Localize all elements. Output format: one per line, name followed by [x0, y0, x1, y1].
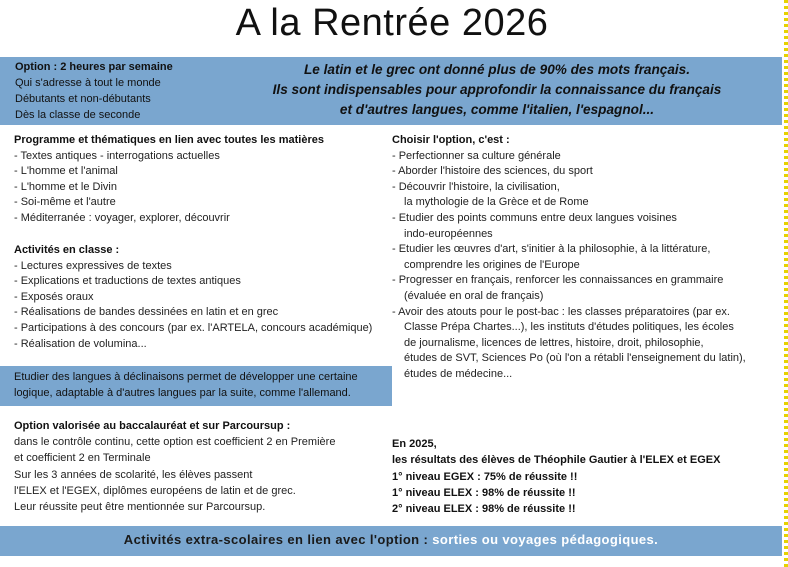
activites-item: - Réalisations de bandes dessinées en latin et en grec — [14, 306, 279, 319]
activites-item: - Exposés oraux — [14, 290, 94, 303]
results-line: 2° niveau ELEX : 98% de réussite !! — [392, 503, 576, 516]
page-title: A la Rentrée 2026 — [235, 2, 549, 44]
activites-item: - Réalisation de volumina... — [14, 337, 147, 350]
choisir-heading: Choisir l'option, c'est : — [392, 134, 510, 146]
activites-heading: Activités en classe : — [14, 244, 120, 256]
declinaisons-line: Etudier des langues à déclinaisons permet de développer une certaine — [14, 371, 358, 383]
slogan-line: Ils sont indispensables pour approfondir la connaissance du français — [272, 82, 722, 97]
programme-item: - L'homme et le Divin — [14, 180, 117, 193]
choisir-line: la mythologie de la Grèce et de Rome — [404, 196, 589, 209]
bac-line: Sur les 3 années de scolarité, les élèves passent — [14, 468, 253, 481]
choisir-line: études de médecine... — [404, 367, 513, 380]
results-line: 1° niveau EGEX : 75% de réussite !! — [392, 470, 578, 483]
choisir-line: - Avoir des atouts pour le post-bac : les classes préparatoires (par ex. — [392, 305, 730, 318]
programme-item: - Textes antiques - interrogations actuelles — [14, 149, 220, 162]
results-line: 1° niveau ELEX : 98% de réussite !! — [392, 486, 576, 499]
bac-line: et coefficient 2 en Terminale — [14, 452, 151, 465]
choisir-line: comprendre les origines de l'Europe — [404, 258, 580, 271]
option-heading: Option : 2 heures par semaine — [15, 61, 173, 73]
programme-section — [14, 133, 324, 227]
slogan-line: Le latin et le grec ont donné plus de 90% des mots français. — [303, 62, 690, 77]
declinaisons-text — [14, 369, 384, 401]
page-edge-marker — [784, 0, 788, 567]
bac-heading: Option valorisée au baccalauréat et sur Parcoursup : — [14, 420, 291, 432]
activites-section — [14, 243, 372, 352]
bac-line: Leur réussite peut être mentionnée sur Parcoursup. — [14, 501, 266, 514]
bac-line: l'ELEX et l'EGEX, diplômes européens de latin et de grec. — [14, 484, 296, 497]
results-line: En 2025, — [392, 438, 437, 450]
slogan — [214, 60, 780, 120]
programme-heading: Programme et thématiques en lien avec toutes les matières — [14, 134, 324, 146]
choisir-line: - Découvrir l'histoire, la civilisation, — [392, 180, 560, 193]
option-line: Dès la classe de seconde — [15, 109, 141, 121]
choisir-section — [392, 133, 746, 383]
choisir-line: de journalisme, licences de lettres, histoire, droit, philosophie, — [404, 336, 704, 349]
slogan-line: et d'autres langues, comme l'italien, l'espagnol... — [339, 102, 655, 117]
option-line: Débutants et non-débutants — [15, 93, 151, 105]
programme-item: - Soi-même et l'autre — [14, 196, 116, 209]
choisir-line: indo-européennes — [404, 227, 493, 240]
activites-item: - Lectures expressives de textes — [14, 259, 172, 272]
choisir-line: - Etudier des points communs entre deux langues voisines — [392, 211, 677, 224]
activites-item: - Participations à des concours (par ex. l'ARTELA, concours académique) — [14, 321, 373, 334]
programme-item: - L'homme et l'animal — [14, 165, 118, 178]
choisir-line: - Perfectionner sa culture générale — [392, 149, 561, 162]
footer-lead: Activités extra-scolaires en lien avec l'option : — [123, 532, 433, 547]
choisir-line: Classe Prépa Chartes...), les instituts d'études politiques, les écoles — [404, 321, 734, 334]
results-section — [392, 436, 720, 517]
bac-line: dans le contrôle continu, cette option est coefficient 2 en Première — [14, 436, 336, 449]
choisir-line: (évaluée en oral de français) — [404, 289, 544, 302]
choisir-line: études de SVT, Sciences Po (où l'on a rétabli l'enseignement du latin), — [404, 352, 746, 365]
footer-text — [0, 532, 782, 547]
choisir-line: - Aborder l'histoire des sciences, du sport — [392, 165, 593, 178]
choisir-line: - Progresser en français, renforcer les connaissances en grammaire — [392, 274, 724, 287]
footer-highlight: sorties ou voyages pédagogiques. — [432, 532, 659, 547]
results-line: les résultats des élèves de Théophile Gautier à l'ELEX et EGEX — [392, 454, 721, 467]
option-line: Qui s'adresse à tout le monde — [15, 77, 161, 89]
declinaisons-line: logique, adaptable à d'autres langues par la suite, comme l'allemand. — [14, 387, 351, 399]
choisir-line: - Etudier les œuvres d'art, s'initier à la philosophie, à la littérature, — [392, 243, 711, 256]
activites-item: - Explications et traductions de textes antiques — [14, 275, 241, 288]
programme-item: - Méditerranée : voyager, explorer, découvrir — [14, 211, 230, 224]
bac-section — [14, 418, 335, 515]
